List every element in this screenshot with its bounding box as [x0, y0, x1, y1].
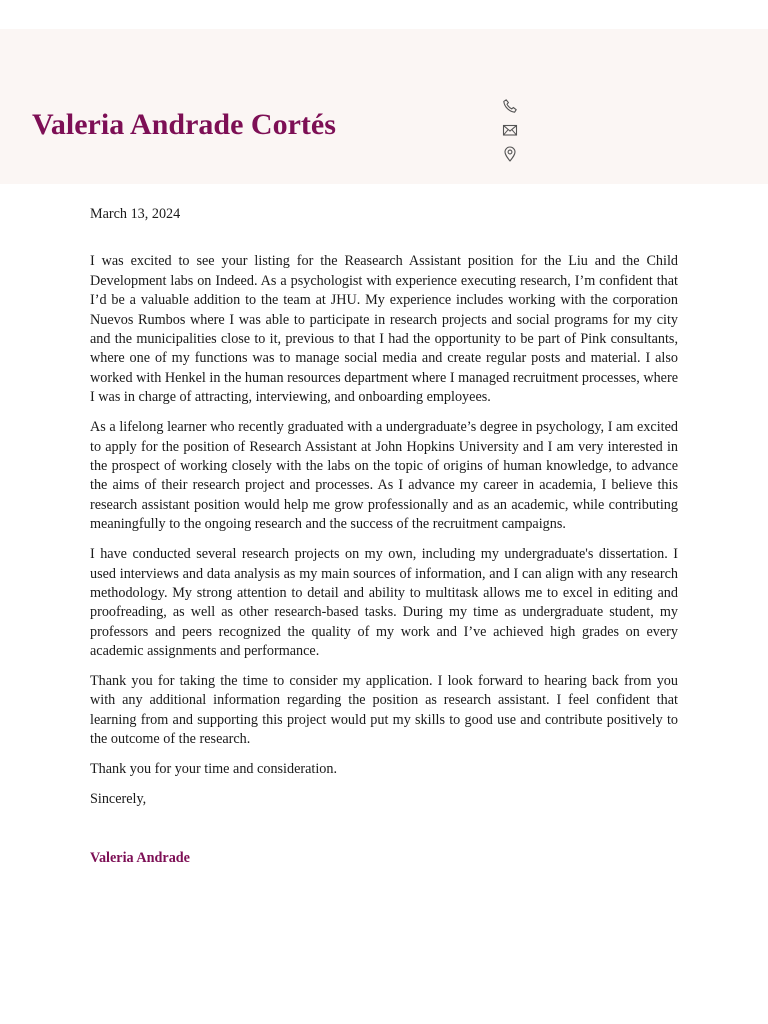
letter-paragraph: As a lifelong learner who recently graduated with a undergraduate’s degree in psychology, I am excited to apply for the position of Research Assistant at John Hopkins University and I am very interested in the prospect of working closely with the labs on the topic of origins of human knowledge, to advance the aims of their research project and processes. As I advance my career in academia, I believe this research assistant position would help me grow professionally and as an academic, while contributing meaningfully to the ongoing research and the success of the recruitment campaigns.: [90, 419, 678, 533]
email-icon: [502, 122, 518, 138]
letter-paragraph: I was excited to see your listing for the Reasearch Assistant position for the Liu and the Child Development labs on Indeed. As a psychologist with experience executing research, I’m confident that I’d be a valuable addition to the team at JHU. My experience includes working with the corporation Nuevos Rumbos where I was able to participate in research projects and social programs for my city and the municipalities close to it, previous to that I had the opportunity to be part of Pink consultants, where one of my functions was to manage social media and create regular posts and material. I also worked with Henkel in the human resources department where I managed recruitment processes, where I was in charge of attracting, interviewing, and onboarding employees.: [90, 253, 678, 406]
salutation: Sincerely,: [90, 790, 147, 807]
phone-icon: [502, 98, 518, 114]
header-banner: [0, 29, 768, 184]
letter-date: March 13, 2024: [90, 206, 181, 222]
letter-paragraph: Thank you for taking the time to consider my application. I look forward to hearing back from you with any additional information regarding the position as research assistant. I feel confident that learning from and supporting this project would put my skills to good use and contribute positively to the outcome of the research.: [90, 673, 678, 748]
letter-body: [90, 205, 678, 868]
letter-paragraph: I have conducted several research projects on my own, including my undergraduate's dissertation. I used interviews and data analysis as my main sources of information, and I can align with any research methodology. My strong attention to detail and ability to multitask allows me to excel in editing and proofreading, as well as other research-based tasks. During my time as undergraduate student, my professors and peers recognized the quality of my work and I’ve achieved high grades on every academic assignments and performance.: [90, 546, 678, 660]
contact-info: [502, 98, 520, 170]
location-icon: [502, 146, 518, 162]
applicant-name: Valeria Andrade Cortés: [32, 108, 336, 141]
signature: Valeria Andrade: [90, 849, 190, 866]
closing-line: Thank you for your time and consideration.: [90, 761, 338, 778]
